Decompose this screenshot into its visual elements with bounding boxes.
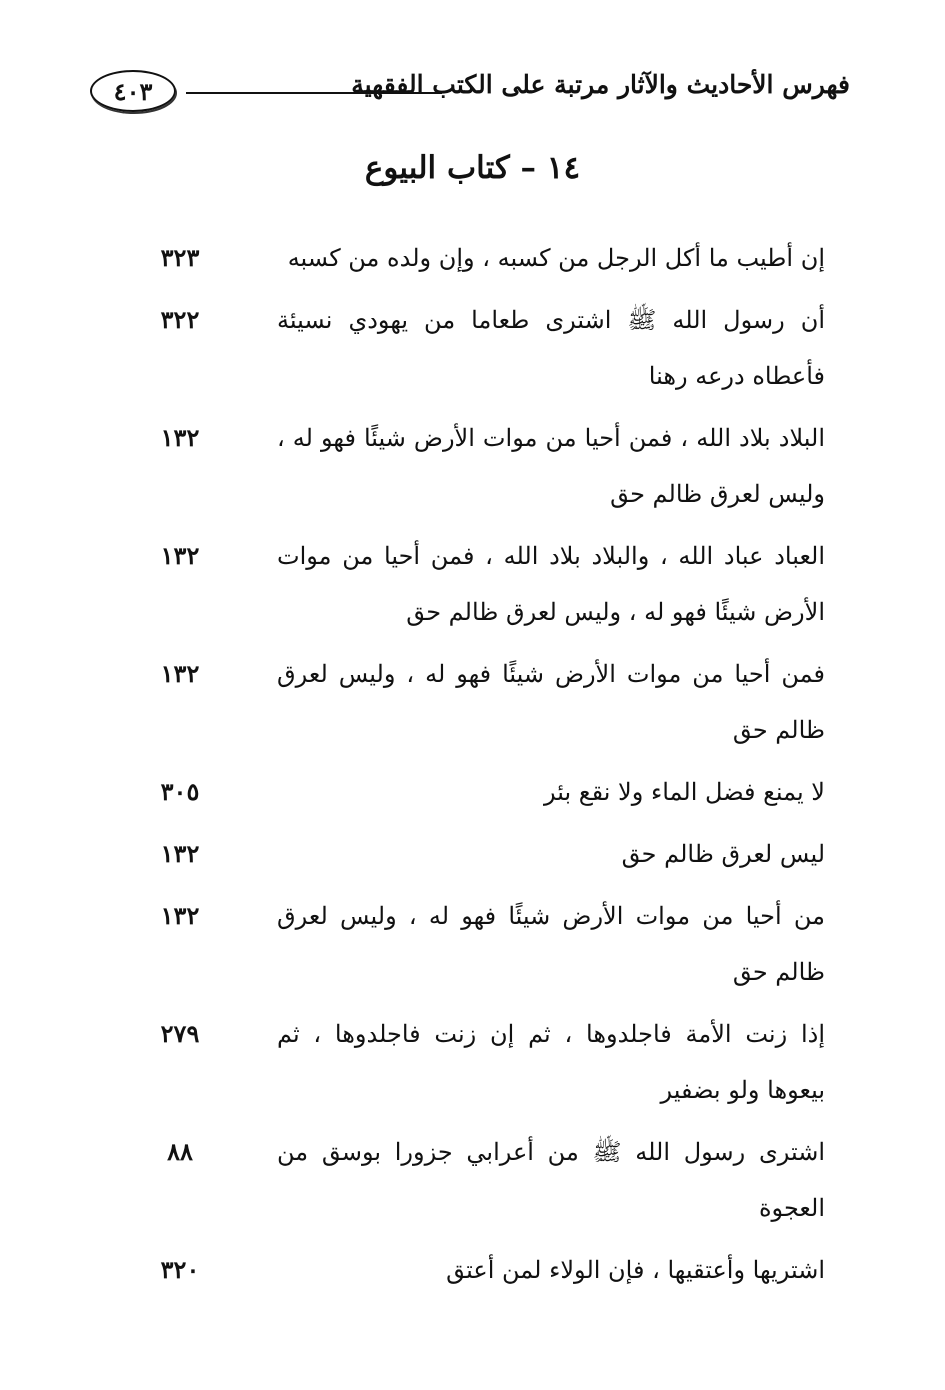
page-number: ٤٠٣ (90, 70, 176, 112)
entry-text: اشتريها وأعتقيها ، فإن الولاء لمن أعتق (446, 1256, 825, 1284)
entry-text: فمن أحيا من موات الأرض شيئًا فهو له ، وليس لعرق ظالم حق (277, 660, 826, 744)
entry-page-number: ١٣٢ (160, 541, 200, 570)
index-entry (150, 1124, 825, 1236)
entry-page-number: ٣٢٢ (160, 305, 200, 334)
entry-page-number: ٣٠٥ (160, 777, 200, 806)
index-entry (150, 646, 825, 758)
index-entry (150, 410, 825, 522)
entry-page-number: ٢٧٩ (160, 1019, 200, 1048)
entry-page-number: ١٣٢ (160, 659, 200, 688)
entry-page-number: ٨٨ (167, 1137, 193, 1166)
index-entry (150, 528, 825, 640)
index-entry (150, 1006, 825, 1118)
entry-page-number: ٣٢٣ (160, 243, 200, 272)
entry-text: إذا زنت الأمة فاجلدوها ، ثم إن زنت فاجلدوها ، ثم بيعوها ولو بضفير (277, 1020, 825, 1104)
entry-text: من أحيا من موات الأرض شيئًا فهو له ، وليس لعرق ظالم حق (277, 902, 825, 986)
index-entry (150, 888, 825, 1000)
entry-page-number: ١٣٢ (160, 901, 200, 930)
entry-text: البلاد بلاد الله ، فمن أحيا من موات الأرض شيئًا فهو له ، وليس لعرق ظالم حق (277, 424, 825, 508)
index-entry (150, 292, 825, 404)
index-entry (150, 230, 825, 286)
index-entry (150, 764, 825, 820)
running-header (90, 66, 850, 116)
entry-text: إن أطيب ما أكل الرجل من كسبه ، وإن ولده من كسبه (287, 244, 825, 272)
entry-page-number: ١٣٢ (160, 839, 200, 868)
index-entry (150, 826, 825, 882)
entry-text: العباد عباد الله ، والبلاد بلاد الله ، فمن أحيا من موات الأرض شيئًا فهو له ، وليس لعرق ظالم حق (277, 542, 825, 626)
index-entry (150, 1242, 825, 1298)
entry-text: اشترى رسول الله ﷺ من أعرابي جزورا بوسق من العجوة (277, 1138, 825, 1222)
entry-text: ليس لعرق ظالم حق (621, 840, 825, 868)
entry-text: لا يمنع فضل الماء ولا نقع بئر (544, 778, 825, 806)
running-header-title: فهرس الأحاديث والآثار مرتبة على الكتب الفقهية (351, 70, 850, 99)
index-entries (150, 230, 825, 1298)
entry-text: أن رسول الله ﷺ اشترى طعاما من يهودي نسيئة فأعطاه درعه رهنا (277, 306, 825, 390)
entry-page-number: ٣٢٠ (160, 1255, 200, 1284)
section-title: ١٤ – كتاب البيوع (364, 150, 581, 186)
entry-page-number: ١٣٢ (160, 423, 200, 452)
